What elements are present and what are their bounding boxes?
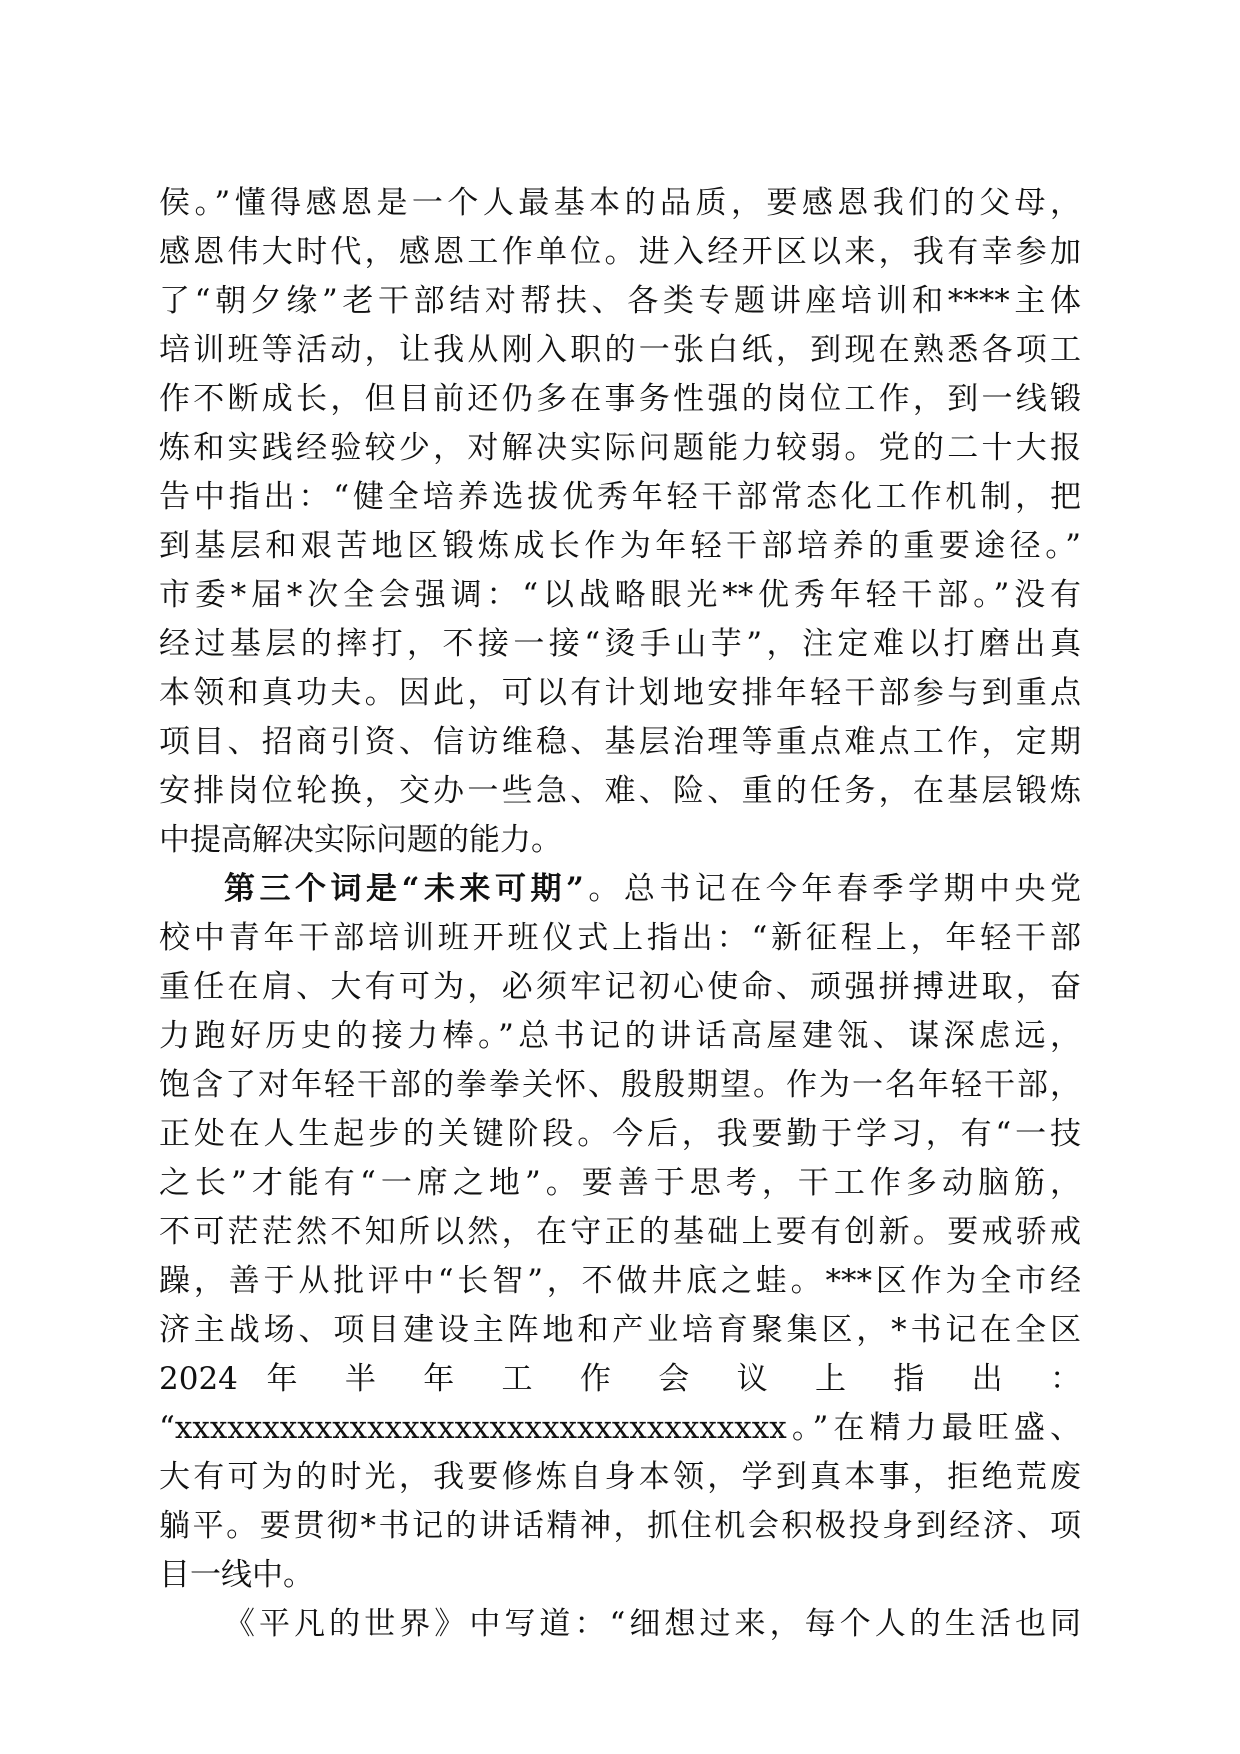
paragraph-2-heading: 第三个词是“未来可期”: [224, 871, 584, 907]
paragraph-1-line: 本领和真功夫。因此，可以有计划地安排年轻干部参与到重点: [159, 675, 1081, 711]
paragraph-2-line: 躺平。要贯彻*书记的讲话精神，抓住机会积极投身到经济、项: [159, 1508, 1081, 1544]
paragraph-2-line: 大有可为的时光，我要修炼自身本领，学到真本事，拒绝荒废: [159, 1459, 1081, 1495]
paragraph-2-line: 济主战场、项目建设主阵地和产业培育聚集区，*书记在全区: [159, 1312, 1081, 1348]
paragraph-1-line: 培训班等活动，让我从刚入职的一张白纸，到现在熟悉各项工: [159, 332, 1081, 368]
paragraph-2-line: 2024 年 半 年 工 作 会 议 上 指 出 ：: [159, 1361, 1081, 1397]
paragraph-1-line: 了“朝夕缘”老干部结对帮扶、各类专题讲座培训和****主体: [159, 283, 1081, 319]
paragraph-2-line: 校中青年干部培训班开班仪式上指出：“新征程上，年轻干部: [159, 920, 1081, 956]
paragraph-2-line: 正处在人生起步的关键阶段。今后，我要勤于学习，有“一技: [159, 1116, 1081, 1152]
paragraph-1-line: 项目、招商引资、信访维稳、基层治理等重点难点工作，定期: [159, 724, 1081, 760]
paragraph-2-line: 不可茫茫然不知所以然，在守正的基础上要有创新。要戒骄戒: [159, 1214, 1081, 1250]
paragraph-2-line: 躁，善于从批评中“长智”，不做井底之蛙。***区作为全市经: [159, 1263, 1081, 1299]
paragraph-2-line: 重任在肩、大有可为，必须牢记初心使命、顽强拼搏进取，奋: [159, 969, 1081, 1005]
paragraph-1-line: 市委*届*次全会强调：“以战略眼光**优秀年轻干部。”没有: [159, 577, 1081, 613]
paragraph-2-line: 饱含了对年轻干部的拳拳关怀、殷殷期望。作为一名年轻干部，: [159, 1067, 1081, 1103]
paragraph-2-line: “xxxxxxxxxxxxxxxxxxxxxxxxxxxxxxxxxxx。”在精力最旺盛、: [159, 1410, 1081, 1446]
paragraph-3-first-line: 《平凡的世界》中写道：“细想过来，每个人的生活也同: [224, 1606, 1081, 1642]
paragraph-2-first-rest: 。总书记在今年春季学期中央党: [583, 871, 1081, 907]
paragraph-1-line: 经过基层的摔打，不接一接“烫手山芋”，注定难以打磨出真: [159, 626, 1081, 662]
paragraph-1-line: 感恩伟大时代，感恩工作单位。进入经开区以来，我有幸参加: [159, 234, 1081, 270]
paragraph-1-line: 告中指出：“健全培养选拔优秀年轻干部常态化工作机制，把: [159, 479, 1081, 515]
paragraph-1-line: 炼和实践经验较少，对解决实际问题能力较弱。党的二十大报: [159, 430, 1081, 466]
paragraph-2-line: 目一线中。: [159, 1557, 314, 1593]
paragraph-1-line: 侯。”懂得感恩是一个人最基本的品质，要感恩我们的父母，: [159, 185, 1081, 221]
paragraph-1-line: 安排岗位轮换，交办一些急、难、险、重的任务，在基层锻炼: [159, 773, 1081, 809]
paragraph-1-line: 作不断成长，但目前还仍多在事务性强的岗位工作，到一线锻: [159, 381, 1081, 417]
paragraph-1-line: 到基层和艰苦地区锻炼成长作为年轻干部培养的重要途径。”: [159, 528, 1081, 564]
paragraph-2-line: 之长”才能有“一席之地”。要善于思考，干工作多动脑筋，: [159, 1165, 1081, 1201]
paragraph-1-line: 中提高解决实际问题的能力。: [159, 822, 562, 858]
paragraph-2-first-line: [224, 866, 1081, 912]
paragraph-2-line: 力跑好历史的接力棒。”总书记的讲话高屋建瓴、谋深虑远，: [159, 1018, 1081, 1054]
